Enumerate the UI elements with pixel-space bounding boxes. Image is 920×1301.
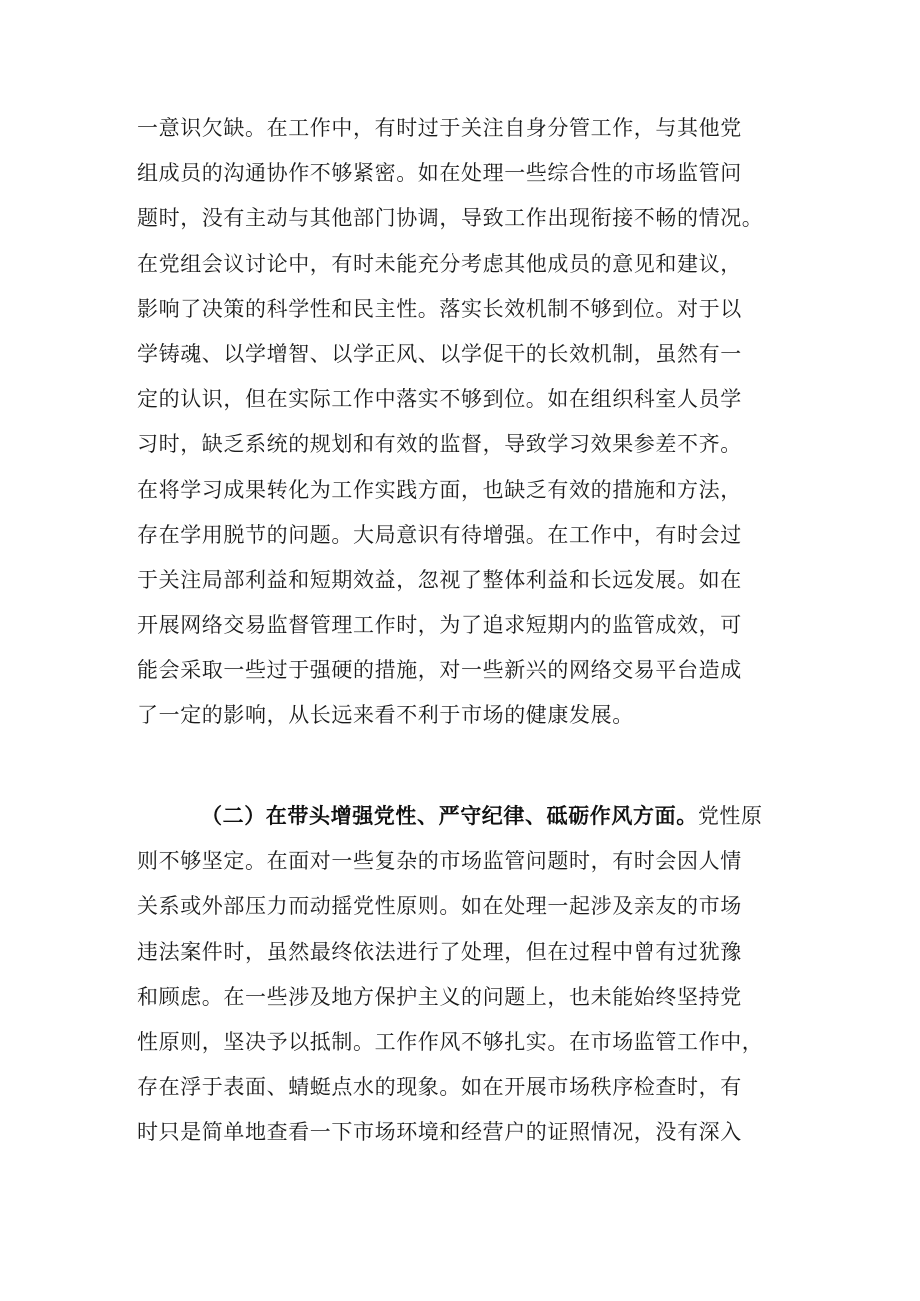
heading-continuation: 党性原 <box>697 804 763 828</box>
text-line: 开展网络交易监督管理工作时，为了追求短期内的监管成效，可 <box>137 613 742 638</box>
text-line: 存在浮于表面、蜻蜓点水的现象。如在开展市场秩序检查时，有 <box>137 1075 742 1100</box>
text-line: 定的认识，但在实际工作中落实不够到位。如在组织科室人员学 <box>137 387 742 412</box>
text-line: 在党组会议讨论中，有时未能充分考虑其他成员的意见和建议， <box>137 251 742 276</box>
paragraph-2 <box>137 794 797 1156</box>
text-line: 了一定的影响，从长远来看不利于市场的健康发展。 <box>137 703 634 728</box>
text-line: 则不够坚定。在面对一些复杂的市场监管问题时，有时会因人情 <box>137 849 742 874</box>
text-line: 学铸魂、以学增智、以学正风、以学促干的长效机制，虽然有一 <box>137 341 742 366</box>
text-line: 一意识欠缺。在工作中，有时过于关注自身分管工作，与其他党 <box>137 116 742 140</box>
section-heading: （二）在带头增强党性、严守纪律、砥砺作风方面。 <box>201 804 698 828</box>
text-line: 和顾虑。在一些涉及地方保护主义的问题上，也未能始终坚持党 <box>137 984 742 1009</box>
text-line: 题时，没有主动与其他部门协调，导致工作出现衔接不畅的情况。 <box>137 206 764 231</box>
text-line: 能会采取一些过于强硬的措施，对一些新兴的网络交易平台造成 <box>137 658 742 683</box>
text-line: 于关注局部利益和短期效益，忽视了整体利益和长远发展。如在 <box>137 567 742 592</box>
text-line: 关系或外部压力而动摇党性原则。如在处理一起涉及亲友的市场 <box>137 894 742 919</box>
paragraph-first-line <box>137 794 797 839</box>
text-line: 存在学用脱节的问题。大局意识有待增强。在工作中，有时会过 <box>137 522 742 547</box>
text-line: 组成员的沟通协作不够紧密。如在处理一些综合性的市场监管问 <box>137 161 742 186</box>
text-line: 时只是简单地查看一下市场环境和经营户的证照情况，没有深入 <box>137 1120 742 1145</box>
text-line: 在将学习成果转化为工作实践方面，也缺乏有效的措施和方法， <box>137 477 742 502</box>
paragraph-1 <box>137 106 797 739</box>
text-line: 违法案件时，虽然最终依法进行了处理，但在过程中曾有过犹豫 <box>137 939 742 964</box>
text-line: 习时，缺乏系统的规划和有效的监督，导致学习效果参差不齐。 <box>137 432 742 457</box>
text-line: 性原则，坚决予以抵制。工作作风不够扎实。在市场监管工作中， <box>137 1029 764 1054</box>
text-line: 影响了决策的科学性和民主性。落实长效机制不够到位。对于以 <box>137 296 742 321</box>
